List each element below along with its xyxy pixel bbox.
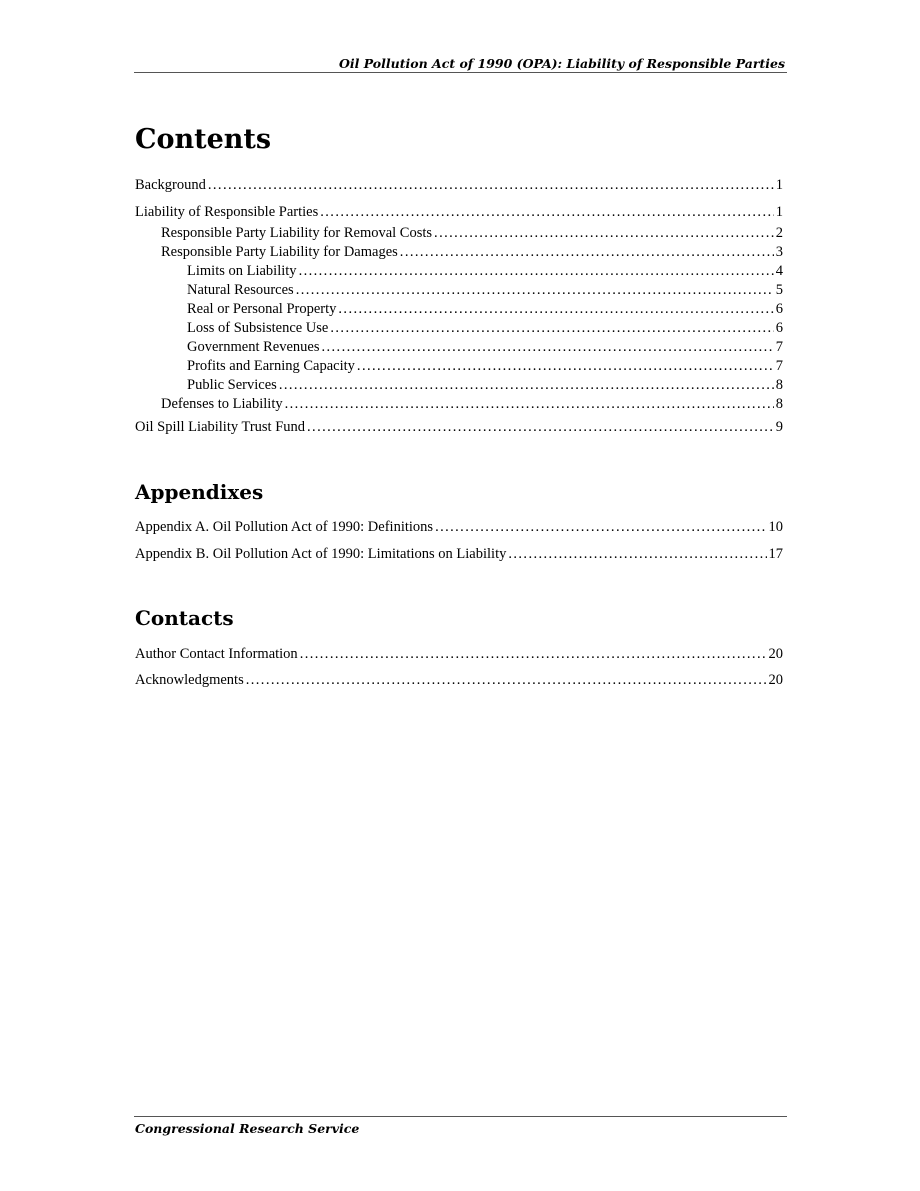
toc-entry-page: 7 (775, 339, 783, 355)
dot-leader (400, 243, 774, 262)
toc-entry[interactable] (0, 376, 783, 395)
toc-entry-label: Author Contact Information (135, 646, 298, 662)
toc-entry-page: 8 (775, 396, 783, 412)
dot-leader (435, 518, 766, 537)
dot-leader (357, 357, 774, 376)
toc-entry-page: 8 (775, 377, 783, 393)
dot-leader (320, 203, 774, 222)
toc-entry-label: Limits on Liability (187, 263, 297, 279)
toc-entry[interactable] (0, 518, 783, 537)
dot-leader (338, 300, 773, 319)
toc-entry-label: Government Revenues (187, 339, 320, 355)
appendixes-title: Appendixes (135, 480, 264, 504)
toc-entry[interactable] (0, 300, 783, 319)
toc-entry[interactable] (0, 203, 783, 222)
toc-entry-page: 6 (775, 301, 783, 317)
toc-entry-page: 6 (775, 320, 783, 336)
toc-entry-page: 20 (768, 646, 783, 662)
toc-entry-label: Public Services (187, 377, 277, 393)
dot-leader (508, 545, 766, 564)
toc-entry[interactable] (0, 645, 783, 664)
dot-leader (307, 418, 774, 437)
dot-leader (296, 281, 774, 300)
toc-entry[interactable] (0, 545, 783, 564)
toc-entry[interactable] (0, 243, 783, 262)
toc-entry-label: Natural Resources (187, 282, 294, 298)
toc-entry-label: Profits and Earning Capacity (187, 358, 355, 374)
toc-entry-page: 10 (768, 519, 783, 535)
dot-leader (285, 395, 774, 414)
toc-entry-label: Acknowledgments (135, 672, 244, 688)
toc-entry[interactable] (0, 418, 783, 437)
running-footer: Congressional Research Service (135, 1121, 360, 1136)
dot-leader (208, 176, 774, 195)
toc-entry-label: Liability of Responsible Parties (135, 204, 319, 220)
toc-entry-label: Appendix A. Oil Pollution Act of 1990: Definitions (135, 519, 434, 535)
toc-entry-page: 3 (775, 244, 783, 260)
footer-rule (134, 1116, 787, 1117)
running-header: Oil Pollution Act of 1990 (OPA): Liability of Responsible Parties (338, 56, 785, 71)
toc-entry-label: Defenses to Liability (161, 396, 283, 412)
toc-entry[interactable] (0, 671, 783, 690)
toc-entry-label: Real or Personal Property (187, 301, 337, 317)
toc-entry-label: Loss of Subsistence Use (187, 320, 329, 336)
toc-entry[interactable] (0, 357, 783, 376)
toc-entry-label: Background (135, 177, 206, 193)
toc-entry[interactable] (0, 338, 783, 357)
toc-entry-page: 9 (775, 419, 783, 435)
toc-entry-page: 17 (768, 546, 783, 562)
dot-leader (434, 224, 774, 243)
dot-leader (246, 671, 767, 690)
toc-entry[interactable] (0, 395, 783, 414)
toc-entry-page: 2 (775, 225, 783, 241)
dot-leader (299, 262, 774, 281)
toc-entry[interactable] (0, 281, 783, 300)
toc-entry-label: Appendix B. Oil Pollution Act of 1990: Limitations on Liability (135, 546, 507, 562)
toc-entry-label: Oil Spill Liability Trust Fund (135, 419, 306, 435)
toc-entry-label: Responsible Party Liability for Removal Costs (161, 225, 433, 241)
dot-leader (279, 376, 774, 395)
contents-title: Contents (135, 124, 272, 155)
toc-entry-page: 5 (775, 282, 783, 298)
toc-entry-page: 4 (775, 263, 783, 279)
toc-entry-page: 1 (775, 177, 783, 193)
contacts-title: Contacts (135, 606, 234, 630)
toc-entry[interactable] (0, 176, 783, 195)
dot-leader (300, 645, 767, 664)
toc-entry-page: 20 (768, 672, 783, 688)
toc-entry[interactable] (0, 224, 783, 243)
dot-leader (321, 338, 773, 357)
dot-leader (330, 319, 773, 338)
toc-entry-page: 7 (775, 358, 783, 374)
toc-entry-label: Responsible Party Liability for Damages (161, 244, 398, 260)
toc-entry[interactable] (0, 319, 783, 338)
toc-entry[interactable] (0, 262, 783, 281)
header-rule (134, 72, 787, 73)
toc-entry-page: 1 (775, 204, 783, 220)
